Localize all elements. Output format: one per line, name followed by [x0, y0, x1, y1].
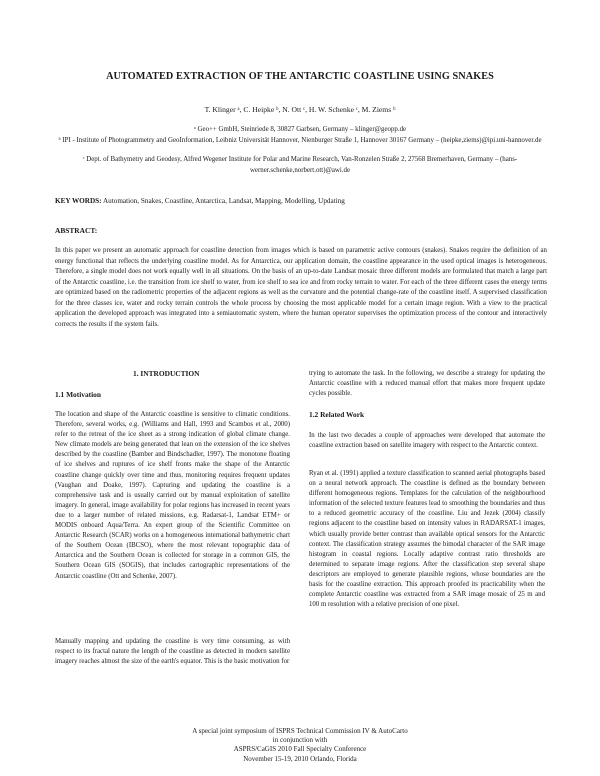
- footer-line-2: in conjunction with: [272, 736, 328, 745]
- keywords-label: KEY WORDS:: [55, 197, 102, 205]
- keywords-text: Automation, Snakes, Coastline, Antarctica, Landsat, Mapping, Modelling, Updating: [102, 197, 345, 205]
- motivation-paragraph-2: Manually mapping and updating the coastline is very time consuming, as with respect to its fractal nature the length of the coastline as detected in modern satellite imagery reaches almost the size of the earth's equator. This is the basic motivation for: [55, 638, 290, 666]
- author-list: T. Klinger ᵃ, C. Heipke ᵇ, N. Ott ᶜ, H. W. Schenke ᶜ, M. Ziems ᵇ: [204, 105, 396, 114]
- motivation-paragraph-3: trying to automate the task. In the following, we describe a strategy for updating the Antarctic coastline with a reduced manual effort that makes more frequent update cycles possible.: [309, 370, 545, 398]
- affiliation-c: ᶜ Dept. of Bathymetry and Geodesy, Alfred Wegener Institute for Polar and Marine Research, Van-Ronzelen Straße 2, 27568 Bremerhaven, Germany – (hans-werner.schenke,norbert.ott)@awi.de: [82, 156, 518, 174]
- related-work-paragraph-2: Ryan et al. (1991) applied a texture classification to scanned aerial photographs based on a neural network approach. The coastline is defined as the boundary between different homogeneous regions. Templates for the calculation of the neighbourhood information of the selected texture features lead to smoothing the boundaries and thus to a reduced geometric accuracy of the coastline. Liu and Jezek (2004) classify regions adjacent to the coastline based on intensity values in RADARSAT-1 images, which usually provide better contrast than available optical sensors for the Antarctic context. The classification strategy assumes the bimodal character of the SAR image histogram in coastal regions. Locally adaptive contrast ratio thresholds are determined to separate image regions. After the classification step several shape descriptors are employed to generate plausible regions, whose boundaries are the basis for the coastline extraction. This approach proofed its practicability when the complete Antarctic coastline was extracted from a SAR image mosaic of 25 m and 100 m resolution with a relative precision of one pixel.: [309, 470, 545, 609]
- footer-line-3: ASPRS/CaGIS 2010 Fall Specialty Conference: [233, 745, 367, 754]
- paper-title: AUTOMATED EXTRACTION OF THE ANTARCTIC COASTLINE USING SNAKES: [106, 71, 494, 82]
- affiliation-a: ᵃ Geo++ GmbH, Steinriede 8, 30827 Garbsen, Germany – klinger@geopp.de: [193, 126, 407, 133]
- conference-footer: [0, 727, 600, 764]
- subsection-related-work-heading: 1.2 Related Work: [309, 410, 365, 419]
- subsection-motivation-heading: 1.1 Motivation: [55, 390, 101, 399]
- abstract-heading: ABSTRACT:: [55, 226, 98, 235]
- affiliation-b: ᵇ IPI - Institute of Photogrammetry and GeoInformation, Leibniz Universität Hannover, Nienburger Straße 1, Hannover 30167 Germany – (heipke,ziems)@ipi.uni-hannover.de: [58, 137, 542, 144]
- related-work-paragraph-1: In the last two decades a couple of approaches were developed that automate the coastline extraction based on satellite imagery with respect to the Antarctic context.: [309, 432, 545, 450]
- footer-line-4: November 15-19, 2010 Orlando, Florida: [243, 754, 357, 763]
- keywords-line: [55, 197, 555, 205]
- footer-line-1: A special joint symposium of ISPRS Technical Commission IV & AutoCarto: [192, 727, 408, 735]
- abstract-text: In this paper we present an automatic approach for coastline detection from images which is based on parametric active contours (snakes). Snakes require the definition of an energy functional that reflects the underlying coastline model. As for Antarctica, our application domain, the coastline appearance in the used optical images is heterogeneous. Therefore, a single model does not work equally well in all situations. On the basis of an up-to-date Landsat mosaic three different models are formulated that match a large part of the Antarctic coastline, i.e. the transition from ice shelf to water, from ice shelf to sea ice and from rocky terrain to water. For each of the three different cases the energy terms are optimized based on the radiometric properties of the adjacent regions as well as the curvature and the potential change-rate of the coastline itself. A supervised classification for the three classes ice, water and rocky terrain controls the whole process by choosing the most applicable model for a certain image region. With a view to the practical application the developed approach was integrated into a semiautomatic system, where the human operator supervises the optimization process of the contour and interactively corrects the results if the system fails.: [55, 247, 547, 328]
- motivation-paragraph-1: The location and shape of the Antarctic coastline is sensitive to climatic conditions. Therefore, several works, e.g. (Williams and Hall, 1993 and Scambos et al., 2000) refer to the retreat of the ice sheet as a strong indication of global climate change. New climate models are being generated that lean on the extension of the ice shelves described by the coastline (Bamber and Bindschadler, 1997). The monotone floating of ice shelves and ruptures of ice shelf fronts make the shape of the Antarctic coastline change quickly over time and thus, monitoring requires frequent updates (Vaughan and Doake, 1997). Capturing and updating the coastline is a comprehensive task and is usually carried out by manual exploitation of satellite imagery. In general, image availability for polar regions has increased in recent years due to a larger number of related missions, e.g. Radarsat-1, Landsat ETM+ or MODIS onboard Aqua/Terra. An expert group of the Scientific Committee on Antarctic Research (SCAR) works on a homogeneous international bathymetric chart of the Southern Ocean (IBCSO), where the most relevant topographic data of Antarctica and the Southern Ocean is collected for storage in a common GIS, the Southern Ocean GIS (SOGIS), that includes cartographic representations of the Antarctic coastline (Ott and Schenke, 2007).: [55, 411, 290, 580]
- section-introduction-heading: 1. INTRODUCTION: [133, 369, 200, 378]
